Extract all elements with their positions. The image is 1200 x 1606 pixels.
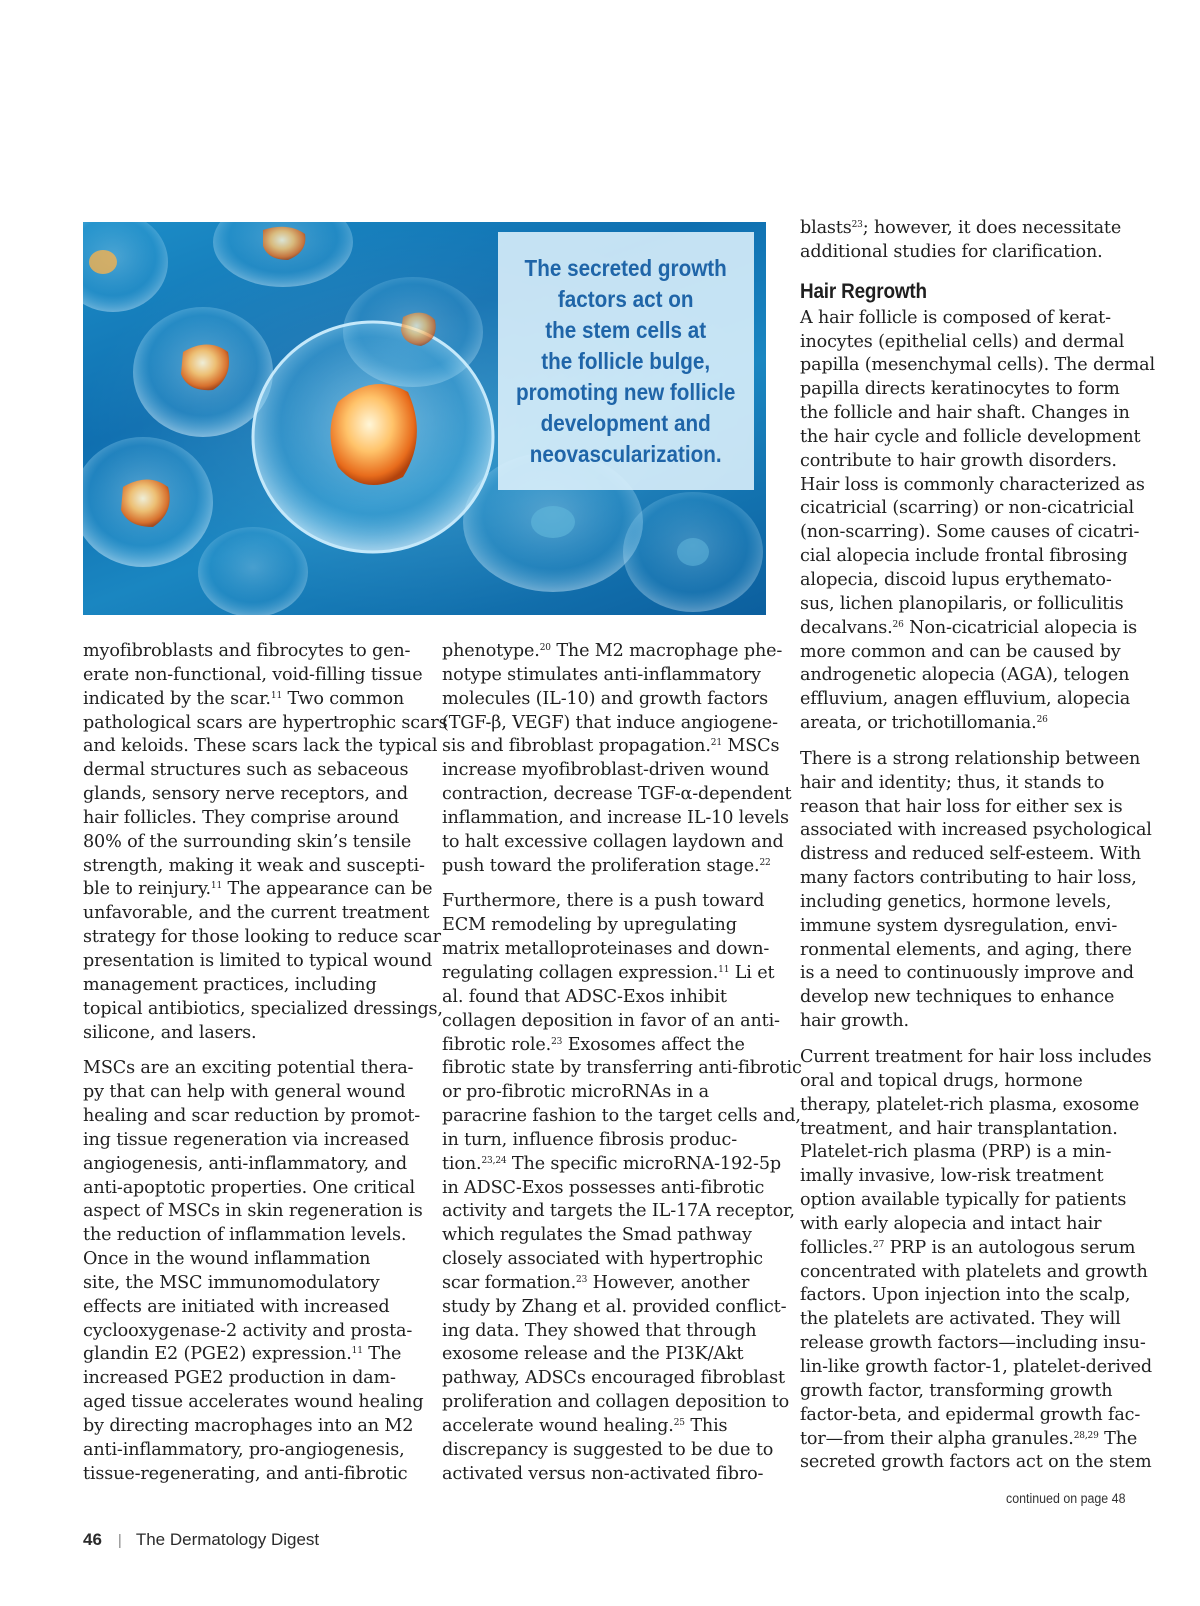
text-line: unfavorable, and the current treatment (83, 903, 430, 924)
paragraph (800, 1046, 1152, 1475)
section-heading: Hair Regrowth (800, 279, 927, 303)
citation: 11 (210, 881, 223, 892)
text-line: many factors contributing to hair loss, (800, 868, 1137, 889)
text-line: (non-scarring). Some causes of cicatri- (800, 522, 1140, 543)
text-line: blasts$^{23}$; however, it does necessitate (800, 218, 1122, 238)
text-line: sus, lichen planopilaris, or folliculitis (800, 593, 1124, 614)
text-line: is a need to continuously improve and (800, 963, 1134, 984)
text-line: notype stimulates anti-inflammatory (442, 664, 761, 685)
callout-line: promoting new follicle (516, 378, 736, 405)
text-line: the reduction of inflammation levels. (83, 1225, 407, 1246)
citation: 23 (851, 220, 863, 230)
text-line: the hair cycle and follicle development (800, 426, 1141, 447)
nucleus-shape (331, 384, 417, 485)
citation: 25 (673, 1418, 685, 1428)
text-line: associated with increased psychological (800, 820, 1152, 841)
text-line: tissue-regenerating, and anti-fibrotic (83, 1463, 408, 1484)
text-line: ing tissue regeneration via increased (83, 1129, 410, 1150)
text-line: cicatricial (scarring) or non-cicatricial (800, 498, 1135, 519)
citation: 11 (718, 964, 730, 975)
text-line: ing data. They showed that through (442, 1320, 757, 1341)
callout-line: the stem cells at (545, 316, 707, 343)
citation: 26 (892, 619, 904, 630)
paragraph (800, 217, 1130, 265)
text-line: which regulates the Smad pathway (442, 1225, 752, 1246)
text-line: concentrated with platelets and growth (800, 1261, 1148, 1282)
text-line: hair growth. (800, 1011, 909, 1032)
callout-line: The secreted growth (524, 254, 728, 281)
text-line: factors. Upon injection into the scalp, (800, 1285, 1131, 1306)
publication-name: The Dermatology Digest (135, 1530, 320, 1549)
text-line: contraction, decrease TGF-α-dependent (442, 784, 792, 805)
citation: 26 (1036, 715, 1048, 726)
text-line: contribute to hair growth disorders. (800, 450, 1117, 471)
text-line: tion.$^{23,24}$ The specific microRNA-192-5p (442, 1153, 782, 1174)
text-line: site, the MSC immunomodulatory (83, 1272, 380, 1293)
nucleus-shape (531, 506, 575, 538)
text-line: erate non-functional, void-filling tissue (83, 664, 423, 685)
citation: 11 (351, 1346, 363, 1357)
paragraph (442, 640, 792, 878)
text-line: anti-inflammatory, pro-angiogenesis, (83, 1439, 405, 1460)
text-line: indicated by the scar.$^{11}$ Two common (83, 688, 405, 709)
text-line: al. found that ADSC-Exos inhibit (442, 986, 727, 1007)
continued-note: continued on page 48 (1006, 1491, 1126, 1506)
citation: 20 (539, 643, 551, 653)
text-line: androgenetic alopecia (AGA), telogen (800, 665, 1130, 686)
cell-shape (198, 527, 308, 615)
text-line: and keloids. These scars lack the typical (83, 736, 438, 757)
text-line: closely associated with hypertrophic (442, 1249, 763, 1270)
text-line: 80% of the surrounding skin’s tensile (83, 831, 412, 852)
text-line: management practices, including (83, 974, 377, 995)
text-line: dermal structures such as sebaceous (83, 760, 409, 781)
text-line: exosome release and the PI3K/Akt (442, 1344, 744, 1365)
text-line: including genetics, hormone levels, (800, 891, 1112, 912)
text-line: develop new techniques to enhance (800, 987, 1115, 1008)
citation: 23,24 (481, 1155, 507, 1166)
text-line: with early alopecia and intact hair (800, 1213, 1102, 1234)
text-line: areata, or trichotillomania.$^{26}$ (800, 713, 1048, 734)
text-line: Platelet-rich plasma (PRP) is a min- (800, 1142, 1112, 1163)
text-line: increased PGE2 production in dam- (83, 1368, 396, 1389)
text-line: aspect of MSCs in skin regeneration is (83, 1201, 423, 1222)
citation: 23 (576, 1274, 588, 1285)
text-line: therapy, platelet-rich plasma, exosome (800, 1094, 1140, 1115)
text-line: presentation is limited to typical wound (83, 950, 433, 971)
callout-line: factors act on (558, 285, 694, 312)
text-line: glandin E2 (PGE2) expression.$^{11}$ The (83, 1344, 402, 1365)
citation: 23 (551, 1036, 563, 1047)
text-line: pathological scars are hypertrophic scars (83, 712, 448, 733)
text-line: effects are initiated with increased (83, 1296, 390, 1317)
text-line: hair and identity; thus, it stands to (800, 772, 1105, 793)
text-line: regulating collagen expression.$^{11}$ Li et (442, 962, 775, 983)
callout-line: development and (540, 409, 712, 436)
text-line: pathway, ADSCs encouraged fibroblast (442, 1368, 785, 1389)
text-line: There is a strong relationship between (800, 748, 1141, 769)
footer-separator: | (117, 1531, 122, 1549)
text-line: topical antibiotics, specialized dressings, (83, 998, 443, 1019)
text-line: ECM remodeling by upregulating (442, 915, 737, 936)
text-line: sis and fibroblast propagation.$^{21}$ MSCs (442, 736, 780, 757)
paragraph (442, 890, 802, 1486)
text-line: ronmental elements, and aging, there (800, 939, 1132, 960)
text-line: myofibroblasts and fibrocytes to gen- (83, 641, 411, 661)
text-line: increase myofibroblast-driven wound (442, 760, 770, 781)
nucleus-shape (677, 538, 709, 566)
text-line: more common and can be caused by (800, 641, 1121, 662)
text-line: fibrotic role.$^{23}$ Exosomes affect the (442, 1034, 745, 1055)
text-line: glands, sensory nerve receptors, and (83, 784, 408, 805)
text-line: papilla directs keratinocytes to form (800, 379, 1120, 400)
text-line: Furthermore, there is a push toward (442, 891, 765, 912)
text-line: imally invasive, low-risk treatment (800, 1166, 1104, 1187)
text-line: Once in the wound inflammation (83, 1249, 371, 1270)
text-line: growth factor, transforming growth (800, 1380, 1113, 1401)
text-line: effluvium, anagen effluvium, alopecia (800, 689, 1131, 710)
page-number: 46 (83, 1530, 102, 1549)
paragraph (800, 748, 1152, 1034)
text-line: immune system dysregulation, envi- (800, 915, 1118, 936)
callout-line: the follicle bulge, (541, 347, 711, 374)
text-line: or pro-fibrotic microRNAs in a (442, 1082, 710, 1103)
text-line: hair follicles. They comprise around (83, 807, 400, 828)
text-line: phenotype.$^{20}$ The M2 macrophage phe- (442, 641, 783, 661)
paragraph (83, 1057, 424, 1486)
text-line: the platelets are activated. They will (800, 1309, 1121, 1330)
text-line: lin-like growth factor-1, platelet-derived (800, 1356, 1152, 1377)
column-1 (83, 640, 448, 1499)
text-line: secreted growth factors act on the stem (800, 1452, 1152, 1473)
text-line: scar formation.$^{23}$ However, another (442, 1272, 750, 1293)
text-line: treatment, and hair transplantation. (800, 1118, 1118, 1139)
text-line: factor-beta, and epidermal growth fac- (800, 1404, 1141, 1425)
column-2 (442, 640, 802, 1499)
text-line: activity and targets the IL-17A receptor, (442, 1201, 795, 1222)
column-3 (800, 217, 1155, 1487)
text-line: additional studies for clarification. (800, 241, 1103, 262)
text-line: py that can help with general wound (83, 1082, 406, 1103)
citation: 22 (759, 857, 771, 868)
text-line: option available typically for patients (800, 1190, 1127, 1211)
text-line: in turn, influence fibrosis produc- (442, 1129, 737, 1150)
text-line: strength, making it weak and suscepti- (83, 855, 425, 876)
text-line: reason that hair loss for either sex is (800, 796, 1123, 817)
nucleus-shape (89, 250, 117, 274)
text-line: molecules (IL-10) and growth factors (442, 688, 768, 709)
text-line: tor—from their alpha granules.$^{28,29}$ The (800, 1428, 1138, 1449)
text-line: cyclooxygenase-2 activity and prosta- (83, 1320, 413, 1341)
text-line: in ADSC-Exos possesses anti-fibrotic (442, 1177, 765, 1198)
text-line: aged tissue accelerates wound healing (83, 1392, 424, 1413)
text-line: healing and scar reduction by promot- (83, 1106, 421, 1127)
text-line: activated versus non-activated fibro- (442, 1463, 764, 1484)
citation: 28,29 (1073, 1430, 1099, 1441)
text-line: proliferation and collagen deposition to (442, 1392, 790, 1413)
text-line: study by Zhang et al. provided conflict- (442, 1296, 787, 1317)
text-line: MSCs are an exciting potential thera- (83, 1058, 414, 1079)
text-line: matrix metalloproteinases and down- (442, 939, 770, 960)
page-footer (83, 1530, 319, 1550)
citation: 27 (873, 1239, 885, 1250)
citation: 11 (270, 690, 283, 701)
text-line: (TGF-β, VEGF) that induce angiogene- (442, 712, 778, 733)
text-line: cial alopecia include frontal fibrosing (800, 546, 1128, 567)
text-line: papilla (mesenchymal cells). The dermal (800, 355, 1155, 376)
text-line: fibrotic state by transferring anti-fibrotic (442, 1058, 802, 1079)
text-line: collagen deposition in favor of an anti- (442, 1010, 780, 1031)
figure-callout (498, 232, 754, 490)
text-line: angiogenesis, anti-inflammatory, and (83, 1153, 408, 1174)
text-line: Hair loss is commonly characterized as (800, 474, 1145, 495)
text-line: accelerate wound healing.$^{25}$ This (442, 1416, 728, 1436)
callout-text (509, 253, 743, 470)
text-line: the follicle and hair shaft. Changes in (800, 403, 1130, 424)
text-line: push toward the proliferation stage.$^{22}$ (442, 855, 771, 876)
paragraph (800, 307, 1155, 736)
text-line: inocytes (epithelial cells) and dermal (800, 331, 1125, 352)
text-line: paracrine fashion to the target cells and, (442, 1106, 801, 1127)
text-line: oral and topical drugs, hormone (800, 1070, 1083, 1091)
text-line: follicles.$^{27}$ PRP is an autologous serum (800, 1237, 1136, 1258)
text-line: Current treatment for hair loss includes (800, 1047, 1152, 1067)
text-line: strategy for those looking to reduce scar (83, 927, 441, 948)
text-line: discrepancy is suggested to be due to (442, 1439, 774, 1460)
citation: 21 (710, 738, 722, 749)
text-line: by directing macrophages into an M2 (83, 1416, 414, 1436)
text-line: ble to reinjury.$^{11}$ The appearance can be (83, 879, 433, 900)
text-line: to halt excessive collagen laydown and (442, 831, 784, 852)
text-line: distress and reduced self-esteem. With (800, 844, 1141, 865)
text-line: anti-apoptotic properties. One critical (83, 1177, 416, 1198)
text-line: decalvans.$^{26}$ Non-cicatricial alopecia is (800, 617, 1138, 638)
text-line: A hair follicle is composed of kerat- (800, 307, 1111, 328)
text-line: release growth factors—including insu- (800, 1333, 1146, 1354)
text-line: inflammation, and increase IL-10 levels (442, 807, 789, 828)
text-line: alopecia, discoid lupus erythemato- (800, 569, 1112, 590)
text-line: silicone, and lasers. (83, 1022, 257, 1043)
callout-line: neovascularization. (530, 440, 722, 467)
paragraph (83, 640, 448, 1045)
